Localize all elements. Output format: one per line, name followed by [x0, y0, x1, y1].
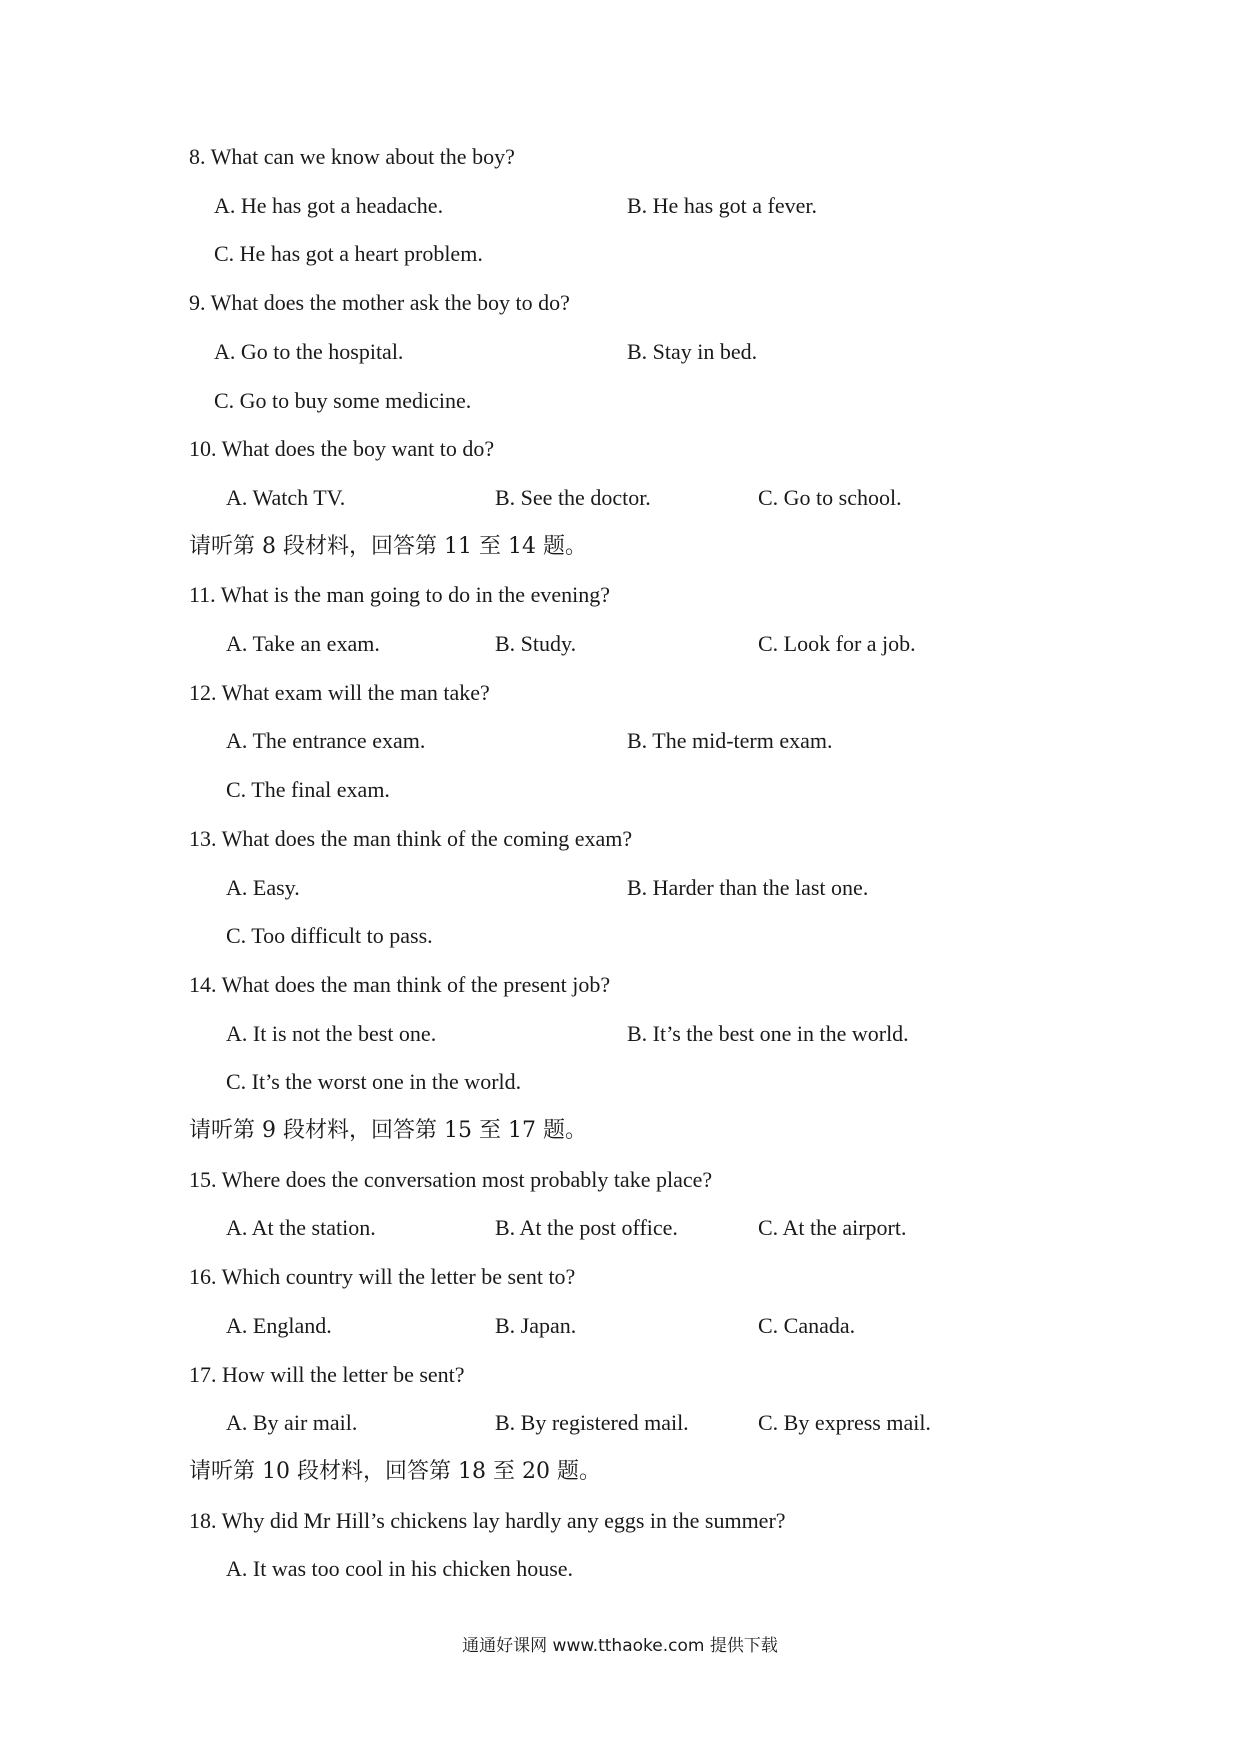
question-text: 17. How will the letter be sent?: [189, 1362, 465, 1387]
answer-option: A. It was too cool in his chicken house.: [226, 1556, 574, 1581]
section-instruction: 请听第 8 段材料，回答第 11 至 14 题。: [189, 534, 587, 559]
answer-option: C. Canada.: [758, 1313, 856, 1338]
answer-option: A. Easy.: [226, 875, 300, 900]
question-text: 15. Where does the conversation most probably take place?: [189, 1167, 713, 1192]
question-text: 9. What does the mother ask the boy to do?: [189, 290, 570, 315]
answer-option: C. Go to school.: [758, 485, 902, 510]
question-text: 8. What can we know about the boy?: [189, 144, 515, 169]
answer-option: B. By registered mail.: [495, 1410, 689, 1435]
answer-option: B. He has got a fever.: [627, 193, 817, 218]
question-text: 10. What does the boy want to do?: [189, 436, 495, 461]
answer-option: A. Go to the hospital.: [214, 339, 404, 364]
answer-option: B. At the post office.: [495, 1215, 678, 1240]
answer-option: C. Go to buy some medicine.: [214, 388, 472, 413]
answer-option: A. He has got a headache.: [214, 193, 444, 218]
answer-option: A. By air mail.: [226, 1410, 358, 1435]
question-text: 12. What exam will the man take?: [189, 680, 490, 705]
answer-option: A. The entrance exam.: [226, 728, 426, 753]
answer-option: A. Watch TV.: [226, 485, 346, 510]
answer-option: C. Too difficult to pass.: [226, 923, 433, 948]
section-instruction: 请听第 9 段材料，回答第 15 至 17 题。: [189, 1118, 587, 1143]
footer-watermark: 通通好课网 www.tthaoke.com 提供下载: [462, 1636, 778, 1656]
answer-option: C. He has got a heart problem.: [214, 241, 483, 266]
answer-option: B. See the doctor.: [495, 485, 651, 510]
answer-option: C. Look for a job.: [758, 631, 916, 656]
question-text: 14. What does the man think of the present job?: [189, 972, 611, 997]
answer-option: B. Stay in bed.: [627, 339, 758, 364]
answer-option: B. It’s the best one in the world.: [627, 1021, 909, 1046]
answer-option: B. Study.: [495, 631, 577, 656]
question-text: 13. What does the man think of the coming exam?: [189, 826, 633, 851]
question-text: 18. Why did Mr Hill’s chickens lay hardly any eggs in the summer?: [189, 1508, 786, 1533]
answer-option: C. It’s the worst one in the world.: [226, 1069, 522, 1094]
answer-option: A. Take an exam.: [226, 631, 380, 656]
answer-option: B. Japan.: [495, 1313, 577, 1338]
answer-option: A. England.: [226, 1313, 332, 1338]
answer-option: B. The mid-term exam.: [627, 728, 833, 753]
question-text: 16. Which country will the letter be sent to?: [189, 1264, 576, 1289]
answer-option: A. At the station.: [226, 1215, 376, 1240]
answer-option: A. It is not the best one.: [226, 1021, 437, 1046]
answer-option: C. At the airport.: [758, 1215, 907, 1240]
section-instruction: 请听第 10 段材料，回答第 18 至 20 题。: [189, 1459, 601, 1484]
answer-option: C. The final exam.: [226, 777, 390, 802]
question-text: 11. What is the man going to do in the evening?: [189, 582, 610, 607]
answer-option: C. By express mail.: [758, 1410, 931, 1435]
answer-option: B. Harder than the last one.: [627, 875, 869, 900]
